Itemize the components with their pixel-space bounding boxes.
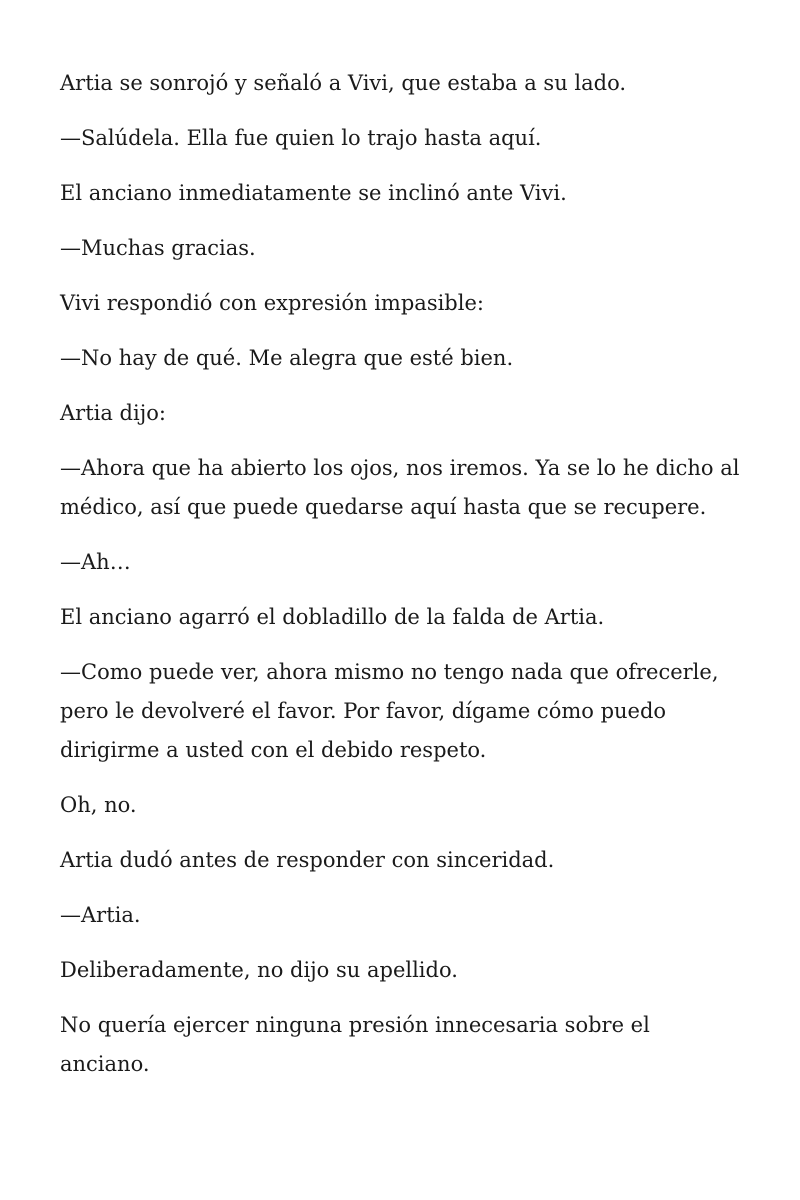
paragraph-13: Artia dudó antes de responder con sinceridad. [60, 848, 555, 872]
paragraph-1: Artia se sonrojó y señaló a Vivi, que estaba a su lado. [60, 71, 627, 95]
paragraph-2: —Salúdela. Ella fue quien lo trajo hasta aquí. [60, 126, 542, 150]
paragraph-8: —Ahora que ha abierto los ojos, nos iremos. Ya se lo he dicho al médico, así que puede quedarse aquí hasta que se recupere. [60, 456, 740, 519]
paragraph-12: Oh, no. [60, 793, 137, 817]
paragraph-15: Deliberadamente, no dijo su apellido. [60, 958, 458, 982]
paragraph-11: —Como puede ver, ahora mismo no tengo nada que ofrecerle, pero le devolveré el favor. Por favor, dígame cómo puedo dirigirme a usted con el debido respeto. [60, 660, 719, 762]
paragraph-9: —Ah… [60, 550, 131, 574]
paragraph-5: Vivi respondió con expresión impasible: [60, 291, 484, 315]
paragraph-14: —Artia. [60, 903, 141, 927]
paragraph-4: —Muchas gracias. [60, 236, 256, 260]
paragraph-6: —No hay de qué. Me alegra que esté bien. [60, 346, 514, 370]
paragraph-16: No quería ejercer ninguna presión innecesaria sobre el anciano. [60, 1013, 650, 1076]
paragraph-3: El anciano inmediatamente se inclinó ante Vivi. [60, 181, 567, 205]
paragraph-7: Artia dijo: [60, 401, 166, 425]
paragraph-10: El anciano agarró el dobladillo de la falda de Artia. [60, 605, 605, 629]
